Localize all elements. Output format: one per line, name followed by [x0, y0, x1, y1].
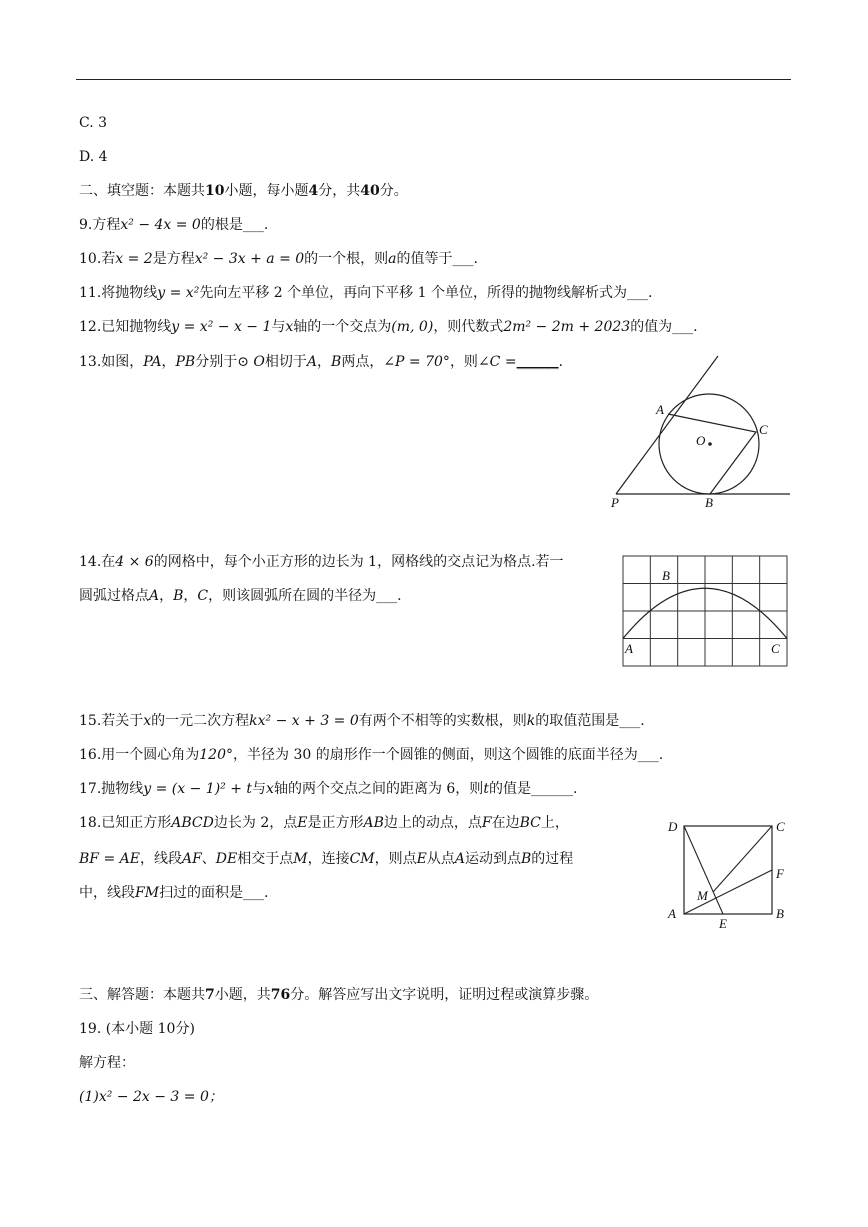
question-14-line-1: 14.在4 × 6的网格中，每个小正方形的边长为 1，网格线的交点记为格点.若一 — [79, 554, 564, 570]
label-b: B — [705, 495, 713, 510]
label-b: B — [662, 568, 670, 583]
section-2-heading: 二、填空题：本题共10小题，每小题4分，共40分。 — [79, 183, 408, 199]
question-12: 12.已知抛物线y = x² − x − 1与x轴的一个交点为(m, 0)，则代数式2m² − 2m + 2023的值为___. — [79, 319, 698, 335]
section-3-heading: 三、解答题：本题共7小题，共76分。解答应写出文字说明，证明过程或演算步骤。 — [79, 987, 599, 1003]
label-o: O — [696, 433, 706, 448]
header-rule — [76, 79, 791, 80]
center-dot — [708, 442, 712, 446]
label-a: A — [625, 641, 633, 656]
figure-14-grid-arc — [615, 550, 795, 670]
chord-acb — [668, 414, 756, 494]
question-9: 9.方程x² − 4x = 0的根是___. — [79, 217, 269, 233]
question-11: 11.将抛物线y = x²先向左平移 2 个单位，再向下平移 1 个单位，所得的抛物线解析式为___. — [79, 285, 653, 301]
figure-18-square — [660, 810, 795, 935]
option-c: C. 3 — [79, 115, 108, 131]
question-15: 15.若关于x的一元二次方程kx² − x + 3 = 0有两个不相等的实数根，则k的取值范围是___. — [79, 713, 645, 729]
label-a: A — [656, 402, 664, 417]
question-13: 13.如图，PA，PB分别于⊙ O相切于A，B两点，∠P = 70°，则∠C =______. — [79, 354, 564, 370]
question-10: 10.若x = 2是方程x² − 3x + a = 0的一个根，则a的值等于___. — [79, 251, 478, 267]
option-d: D. 4 — [79, 149, 108, 165]
question-18-line-3: 中，线段FM扫过的面积是___. — [79, 885, 269, 901]
question-19-heading: 19. (本小题 10分) — [79, 1021, 195, 1037]
question-19-part-1: (1)x² − 2x − 3 = 0； — [79, 1089, 223, 1105]
label-d: D — [668, 819, 678, 834]
question-16: 16.用一个圆心角为120°，半径为 30 的扇形作一个圆锥的侧面，则这个圆锥的底面半径为___. — [79, 747, 664, 763]
label-c: C — [776, 819, 785, 834]
label-p: P — [611, 495, 619, 510]
label-a: A — [668, 906, 676, 921]
label-e: E — [719, 916, 727, 931]
question-18-line-2: BF = AE，线段AF、DE相交于点M，连接CM，则点E从点A运动到点B的过程 — [79, 851, 574, 867]
question-18-line-1: 18.已知正方形ABCD边长为 2，点E是正方形AB边上的动点，点F在边BC上， — [79, 815, 569, 831]
grid-lines — [623, 556, 787, 666]
segment-cm — [713, 826, 772, 892]
figure-13-circle-tangents — [600, 352, 800, 517]
question-17: 17.抛物线y = (x − 1)² + t与x轴的两个交点之间的距离为 6，则t的值是______. — [79, 781, 578, 797]
label-c: C — [771, 641, 780, 656]
label-c: C — [759, 422, 768, 437]
label-f: F — [776, 866, 784, 881]
label-b: B — [776, 906, 784, 921]
tangent-pa — [616, 356, 718, 494]
question-19-instruction: 解方程： — [79, 1055, 135, 1071]
question-14-line-2: 圆弧过格点A，B，C，则该圆弧所在圆的半径为___. — [79, 588, 402, 604]
label-m: M — [697, 888, 708, 903]
